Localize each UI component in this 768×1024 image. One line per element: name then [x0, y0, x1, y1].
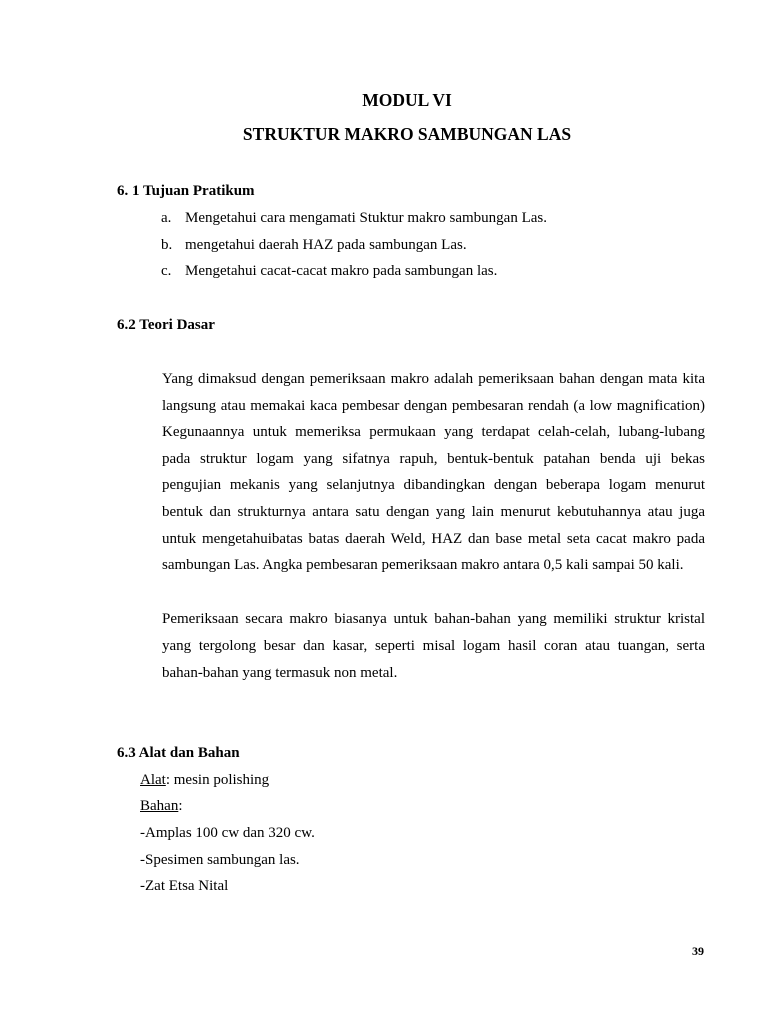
list-item-text: mengetahui daerah HAZ pada sambungan Las.: [185, 237, 467, 253]
paragraph-line: yang tergolong besar dan kasar, seperti misal logam hasil coran atau tuangan, serta: [162, 638, 705, 654]
list-marker: a.: [161, 210, 172, 226]
section-heading-alat-bahan: 6.3 Alat dan Bahan: [117, 745, 240, 761]
paragraph-line: Yang dimaksud dengan pemeriksaan makro adalah pemeriksaan bahan dengan mata kita: [162, 371, 705, 387]
bahan-item: -Spesimen sambungan las.: [140, 852, 300, 868]
bahan-item: -Zat Etsa Nital: [140, 878, 229, 894]
paragraph-line: langsung atau memakai kaca pembesar dengan pembesaran rendah (a low magnification): [162, 398, 705, 414]
list-item: [161, 263, 497, 280]
list-marker: b.: [161, 237, 173, 253]
paragraph-line: Kegunaannya untuk memeriksa permukaan yang terdapat celah-celah, lubang-lubang: [162, 424, 705, 440]
list-item: [161, 210, 547, 227]
paragraph-line: bahan-bahan yang termasuk non metal.: [162, 665, 398, 681]
section-heading-tujuan: 6. 1 Tujuan Pratikum: [117, 183, 255, 199]
list-marker: c.: [161, 263, 172, 279]
list-item: [161, 237, 467, 254]
bahan-label: Bahan: [140, 798, 179, 814]
paragraph-line: sambungan Las. Angka pembesaran pemeriksaan makro antara 0,5 kali sampai 50 kali.: [162, 557, 684, 573]
bahan-item: -Amplas 100 cw dan 320 cw.: [140, 825, 315, 841]
alat-line: [140, 772, 269, 789]
paragraph-line: bentuk dan strukturnya antara satu dengan yang lain menurut kebutuhannya atau juga: [162, 504, 705, 520]
module-subtitle: STRUKTUR MAKRO SAMBUNGAN LAS: [242, 124, 572, 144]
bahan-colon: :: [178, 798, 183, 814]
paragraph-line: pengujian mekanis yang selanjutnya dibandingkan dengan beberapa logam menurut: [162, 477, 705, 493]
alat-label: Alat: [140, 772, 166, 788]
alat-value: : mesin polishing: [165, 772, 270, 788]
paragraph-line: untuk mengetahuibatas batas daerah Weld, HAZ dan base metal seta cacat makro pada: [162, 531, 705, 547]
module-title: MODUL VI: [362, 90, 452, 110]
bahan-line: [140, 798, 183, 815]
paragraph-line: Pemeriksaan secara makro biasanya untuk bahan-bahan yang memiliki struktur kristal: [162, 611, 705, 627]
list-item-text: Mengetahui cara mengamati Stuktur makro sambungan Las.: [185, 210, 547, 226]
paragraph-line: pada struktur logam yang sifatnya rapuh, bentuk-bentuk patahan benda uji bekas: [162, 451, 705, 467]
list-item-text: Mengetahui cacat-cacat makro pada sambungan las.: [185, 263, 498, 279]
section-heading-teori: 6.2 Teori Dasar: [117, 317, 215, 333]
page-number: 39: [692, 944, 704, 958]
